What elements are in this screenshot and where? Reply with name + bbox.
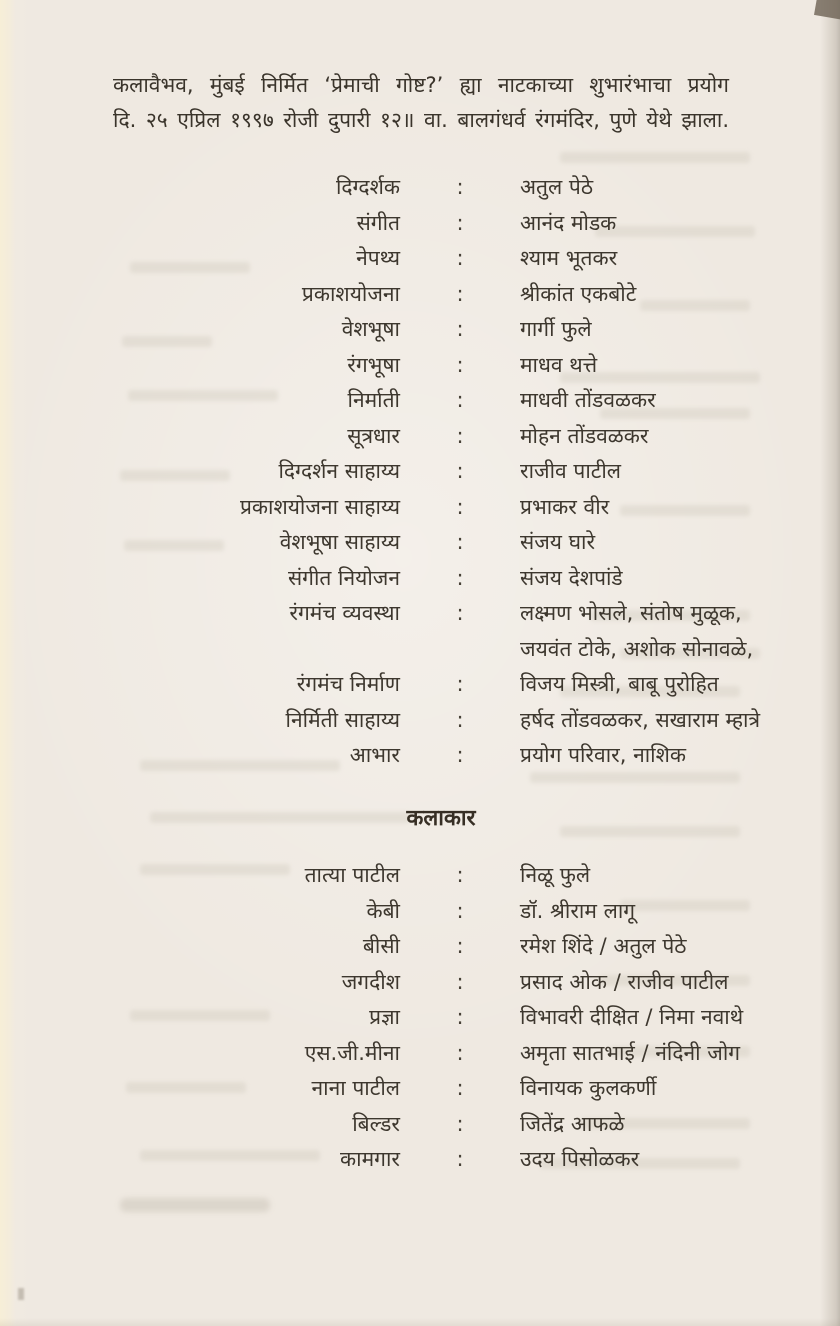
credit-role-label: रंगमंच व्यवस्था: [289, 601, 400, 625]
colon-separator: :: [456, 672, 464, 696]
credit-row: [113, 667, 769, 703]
credit-row: [113, 490, 769, 526]
cast-role-label: बिल्डर: [352, 1111, 400, 1136]
cast-role-label: जगदीश: [341, 969, 400, 994]
credit-value: [520, 454, 769, 490]
cast-role-label: केबी: [366, 898, 400, 923]
cast-row: [113, 1107, 769, 1143]
credit-row: [113, 525, 769, 561]
credit-value-line: संजय घारे: [520, 530, 596, 554]
cast-actor-value: [520, 929, 769, 965]
credit-role-label: निर्मिती साहाय्य: [285, 707, 400, 732]
credit-row: [113, 703, 769, 739]
credit-row: [113, 206, 769, 242]
credit-role-label: प्रकाशयोजना: [301, 281, 400, 306]
cast-row: [113, 894, 769, 930]
cast-actor-value-line: अमृता सातभाई / नंदिनी जोग: [520, 1040, 741, 1065]
credit-row: [113, 348, 769, 384]
cast-actor-value: [520, 894, 769, 930]
colon-separator: :: [456, 352, 464, 377]
credit-role-label: रंगमंच निर्माण: [296, 672, 400, 696]
credit-value-line: श्रीकांत एकबोटे: [520, 281, 637, 306]
colon-separator: :: [456, 1147, 464, 1171]
credit-row: [113, 241, 769, 277]
colon-separator: :: [456, 246, 464, 270]
credit-value: [520, 170, 769, 206]
page-right-edge-shadow: [820, 0, 840, 1326]
credit-row: [113, 383, 769, 419]
cast-role-label: प्रज्ञा: [369, 1005, 400, 1029]
credit-value-line: राजीव पाटील: [520, 459, 622, 483]
credit-value: [520, 525, 769, 561]
credit-value: [520, 667, 769, 703]
cast-actor-value: [520, 965, 769, 1001]
credit-role-label: सूत्रधार: [347, 423, 400, 448]
cast-row: [113, 1000, 769, 1036]
credit-value-line: संजय देशपांडे: [520, 565, 623, 590]
cast-actor-value-line: रमेश शिंदे / अतुल पेठे: [520, 934, 687, 958]
credit-value: [520, 561, 769, 597]
cast-row: [113, 1142, 769, 1178]
colon-separator: :: [456, 1076, 464, 1100]
credit-value-line: प्रयोग परिवार, नाशिक: [520, 743, 687, 767]
cast-actor-value: [520, 1071, 769, 1107]
credit-role-label: संगीत: [356, 210, 400, 235]
credit-value: [520, 277, 769, 313]
colon-separator: :: [456, 934, 464, 958]
colon-separator: :: [456, 494, 464, 519]
cast-row: [113, 858, 769, 894]
credit-value: [520, 490, 769, 526]
colon-separator: :: [456, 601, 464, 625]
cast-actor-value-line: डॉ. श्रीराम लागू: [520, 898, 636, 923]
colon-separator: :: [456, 969, 464, 994]
colon-separator: :: [456, 281, 464, 306]
bleed-mark: [530, 772, 740, 783]
credit-value: [520, 738, 769, 774]
colon-separator: :: [456, 743, 464, 767]
credit-value: [520, 419, 769, 455]
credit-row: [113, 738, 769, 774]
credit-row: [113, 419, 769, 455]
page-bottom-edge: [0, 1318, 840, 1326]
colon-separator: :: [456, 1111, 464, 1136]
cast-actor-value-line: उदय पिसोळकर: [520, 1147, 640, 1171]
credit-row: [113, 596, 769, 667]
bleed-mark: [560, 152, 750, 163]
credit-row: [113, 454, 769, 490]
cast-actor-value-line: विनायक कुलकर्णी: [520, 1076, 657, 1100]
credit-role-label: नेपथ्य: [356, 246, 400, 270]
bottom-smudge: [120, 1198, 270, 1212]
cast-section-heading: कलाकार: [406, 806, 476, 831]
cast-actor-value-line: विभावरी दीक्षित / निमा नवाथे: [520, 1005, 744, 1029]
colon-separator: :: [456, 317, 464, 341]
credit-value: [520, 206, 769, 242]
cast-actor-value: [520, 1142, 769, 1178]
credit-role-label: आभार: [349, 743, 400, 767]
credit-value-line: विजय मिस्त्री, बाबू पुरोहित: [520, 672, 719, 696]
credit-role-label: दिग्दर्शन साहाय्य: [278, 459, 400, 483]
credit-value: [520, 703, 769, 739]
cast-role-label: बीसी: [362, 934, 400, 958]
colon-separator: :: [456, 707, 464, 732]
credit-role-label: दिग्दर्शक: [335, 175, 400, 199]
colon-separator: :: [456, 423, 464, 448]
colon-separator: :: [456, 175, 464, 199]
intro-paragraph: [113, 68, 729, 138]
credit-value-line: लक्ष्मण भोसले, संतोष मुळूक,: [520, 601, 742, 625]
colon-separator: :: [456, 898, 464, 923]
credit-value: [520, 383, 769, 419]
cast-role-label: कामगार: [340, 1147, 400, 1171]
colon-separator: :: [456, 565, 464, 590]
credit-value-line: अतुल पेठे: [520, 175, 594, 199]
cast-actor-value-line: प्रसाद ओक / राजीव पाटील: [520, 969, 729, 994]
cast-actor-value: [520, 1107, 769, 1143]
credit-role-label: वेशभूषा साहाय्य: [279, 530, 400, 554]
colon-separator: :: [456, 388, 464, 412]
corner-tick-mark: [18, 1288, 24, 1300]
credit-value-line: गार्गी फुले: [520, 317, 592, 341]
credit-row: [113, 277, 769, 313]
credit-row: [113, 312, 769, 348]
credit-value: [520, 312, 769, 348]
credit-role-label: संगीत नियोजन: [287, 565, 400, 590]
cast-actor-value: [520, 1000, 769, 1036]
cast-row: [113, 929, 769, 965]
credit-value-line: मोहन तोंडवळकर: [520, 423, 649, 448]
credit-value-line: श्याम भूतकर: [520, 246, 618, 270]
cast-list: [113, 858, 769, 1178]
credit-row: [113, 170, 769, 206]
credit-value-line: प्रभाकर वीर: [520, 494, 610, 519]
credit-value-line: माधव थत्ते: [520, 352, 598, 377]
credit-value: [520, 348, 769, 384]
cast-row: [113, 1036, 769, 1072]
cast-role-label: तात्या पाटील: [304, 863, 400, 887]
colon-separator: :: [456, 1040, 464, 1065]
credit-value-line: माधवी तोंडवळकर: [520, 388, 656, 412]
cast-actor-value: [520, 858, 769, 894]
credit-role-label: रंगभूषा: [347, 352, 400, 377]
colon-separator: :: [456, 210, 464, 235]
colon-separator: :: [456, 530, 464, 554]
credit-role-label: वेशभूषा: [341, 317, 400, 341]
credit-value-continuation: जयवंत टोके, अशोक सोनावळे,: [520, 636, 754, 661]
cast-row: [113, 1071, 769, 1107]
credit-value: [520, 596, 769, 667]
cast-role-label: नाना पाटील: [311, 1076, 400, 1100]
intro-line-2: दि. २५ एप्रिल १९९७ रोजी दुपारी १२॥ वा. बालगंधर्व रंगमंदिर, पुणे येथे झाला.: [113, 108, 729, 132]
credit-value-line: आनंद मोडक: [520, 210, 617, 235]
intro-line-1: कलावैभव, मुंबई निर्मित ‘प्रेमाची गोष्ट?’ ह्या नाटकाच्या शुभारंभाचा प्रयोग: [113, 73, 729, 97]
cast-role-label: एस.जी.मीना: [304, 1040, 400, 1065]
credit-role-label: प्रकाशयोजना साहाय्य: [239, 494, 400, 519]
cast-actor-value-line: निळू फुले: [520, 863, 591, 887]
credit-role-label: निर्माती: [347, 388, 400, 412]
cast-actor-value: [520, 1036, 769, 1072]
credit-value: [520, 241, 769, 277]
colon-separator: :: [456, 1005, 464, 1029]
credit-value-line: हर्षद तोंडवळकर, सखाराम म्हात्रे: [520, 707, 761, 732]
credits-list: [113, 170, 769, 774]
cast-row: [113, 965, 769, 1001]
credit-row: [113, 561, 769, 597]
colon-separator: :: [456, 863, 464, 887]
colon-separator: :: [456, 459, 464, 483]
cast-actor-value-line: जितेंद्र आफळे: [520, 1111, 625, 1136]
